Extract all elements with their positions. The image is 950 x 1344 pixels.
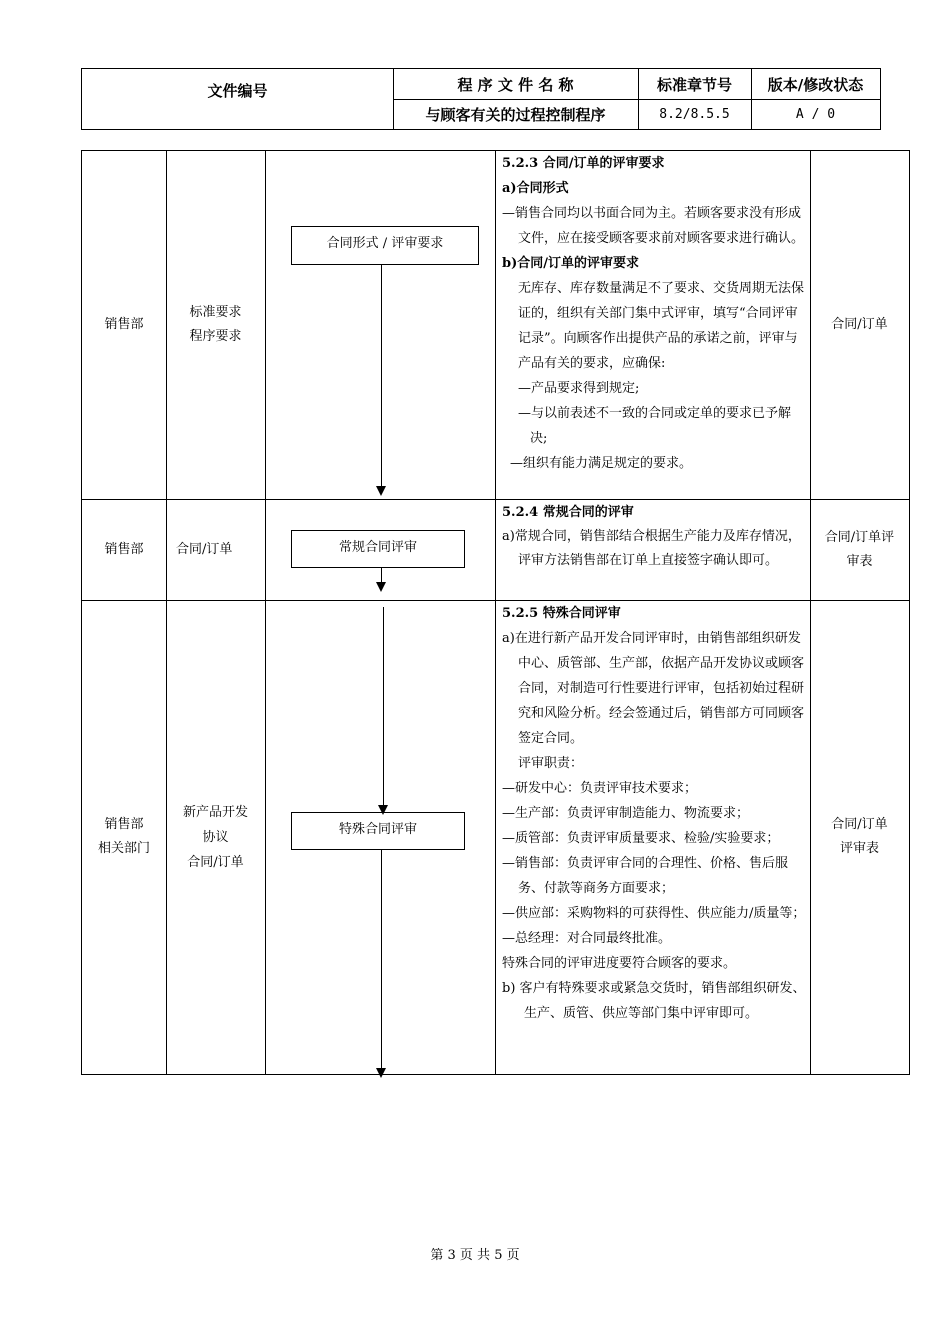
row2-description bbox=[502, 501, 806, 573]
row2-heading: 5.2.4 常规合同的评审 bbox=[502, 505, 634, 520]
row2-output-line1: 合同/订单评 bbox=[824, 529, 895, 545]
version-label: 版本/修改状态 bbox=[767, 75, 864, 94]
page-footer: 第 3 页 共 5 页 bbox=[430, 1248, 520, 1263]
row3-output-line1: 合同/订单 bbox=[831, 817, 888, 832]
row3-duty-5: —供应部：采购物料的可获得性、供应能力/质量等； bbox=[502, 906, 806, 921]
row1-sub-a: a)合同形式 bbox=[502, 181, 569, 196]
version-value: A / 0 bbox=[795, 106, 836, 122]
flow-box-special-review: 特殊合同评审 bbox=[291, 812, 465, 850]
row3-input-line3: 合同/订单 bbox=[187, 854, 244, 870]
row3-dept-line2: 相关部门 bbox=[97, 841, 150, 856]
row3-dept bbox=[82, 600, 166, 1074]
row2-output-line2: 审表 bbox=[846, 553, 873, 569]
row1-b-item1: —产品要求得到规定; bbox=[518, 381, 640, 396]
row3-description bbox=[502, 601, 806, 1026]
row3-duty-2: —生产部：负责评审制造能力、物流要求； bbox=[502, 806, 750, 821]
row1-input bbox=[166, 151, 265, 499]
procedure-name-value: 与顾客有关的过程控制程序 bbox=[425, 105, 606, 124]
row2-a-text: a)常规合同，销售部结合根据生产能力及库存情况，评审方法销售部在订单上直接签字确认即可。 bbox=[502, 529, 801, 568]
flow-arrow-2 bbox=[381, 568, 382, 590]
procedure-name-label: 程 序 文 件 名 称 bbox=[457, 75, 574, 94]
row1-sub-b: b)合同/订单的评审要求 bbox=[502, 256, 639, 271]
standard-clause-value: 8.2/8.5.5 bbox=[659, 106, 730, 122]
row3-input-line2: 协议 bbox=[202, 829, 229, 845]
row3-heading: 5.2.5 特殊合同评审 bbox=[502, 606, 621, 621]
row3-duty-6: —总经理：对合同最终批准。 bbox=[502, 931, 672, 946]
row3-duty-4: —销售部：负责评审合同的合理性、价格、售后服务、付款等商务方面要求； bbox=[502, 856, 789, 896]
row3-duty-title: 评审职责： bbox=[518, 756, 584, 771]
flow-box-regular-review: 常规合同评审 bbox=[291, 530, 465, 568]
row3-input-line1: 新产品开发 bbox=[182, 804, 248, 820]
process-table bbox=[81, 150, 910, 1075]
row3-output bbox=[810, 600, 909, 1074]
flow-arrow-3b bbox=[381, 850, 382, 1076]
row1-b-item2: —与以前表述不一致的合同或定单的要求已予解决; bbox=[518, 406, 792, 446]
row2-output bbox=[810, 499, 909, 600]
header-table bbox=[81, 68, 881, 130]
row1-description bbox=[502, 151, 806, 476]
row1-b-text: 无库存、库存数量满足不了要求、交货周期无法保证的，组织有关部门集中式评审，填写“合同评审记录”。向顾客作出提供产品的承诺之前，评审与产品有关的要求，应确保: bbox=[518, 281, 805, 371]
flow-arrow-3a bbox=[383, 607, 384, 813]
standard-clause-label: 标准章节号 bbox=[656, 75, 732, 94]
row3-input bbox=[166, 600, 265, 1074]
row3-a-text: a)在进行新产品开发合同评审时，由销售部组织研发中心、质管部、生产部，依据产品开发协议或顾客合同，对制造可行性要进行评审，包括初始过程研究和风险分析。经会签通过后，销售部方可同顾客签定合同。 bbox=[502, 631, 805, 746]
row1-heading: 5.2.3 合同/订单的评审要求 bbox=[502, 156, 665, 171]
row3-output-line2: 评审表 bbox=[839, 841, 879, 856]
flow-box-contract-form: 合同形式 / 评审要求 bbox=[291, 226, 479, 265]
row2-dept: 销售部 bbox=[104, 541, 144, 557]
row3-progress: 特殊合同的评审进度要符合顾客的要求。 bbox=[502, 956, 737, 971]
row1-input-line2: 程序要求 bbox=[189, 329, 242, 344]
row1-a-text: —销售合同均以书面合同为主。若顾客要求没有形成文件，应在接受顾客要求前对顾客要求进行确认。 bbox=[502, 206, 805, 246]
row1-dept: 销售部 bbox=[104, 317, 144, 332]
row2-input: 合同/订单 bbox=[176, 541, 233, 557]
row3-duty-1: —研发中心：负责评审技术要求； bbox=[502, 781, 698, 796]
row3-b-text: b) 客户有特殊要求或紧急交货时，销售部组织研发、生产、质管、供应等部门集中评审即可。 bbox=[502, 981, 806, 1021]
flow-arrow-1 bbox=[381, 265, 382, 494]
row3-duty-3: —质管部：负责评审质量要求、检验/实验要求； bbox=[502, 831, 780, 846]
row3-dept-line1: 销售部 bbox=[104, 817, 144, 832]
row1-b-last: —组织有能力满足规定的要求。 bbox=[510, 456, 693, 471]
doc-number-label: 文件编号 bbox=[207, 82, 268, 100]
row1-output: 合同/订单 bbox=[831, 317, 888, 332]
row1-input-line1: 标准要求 bbox=[189, 305, 242, 320]
